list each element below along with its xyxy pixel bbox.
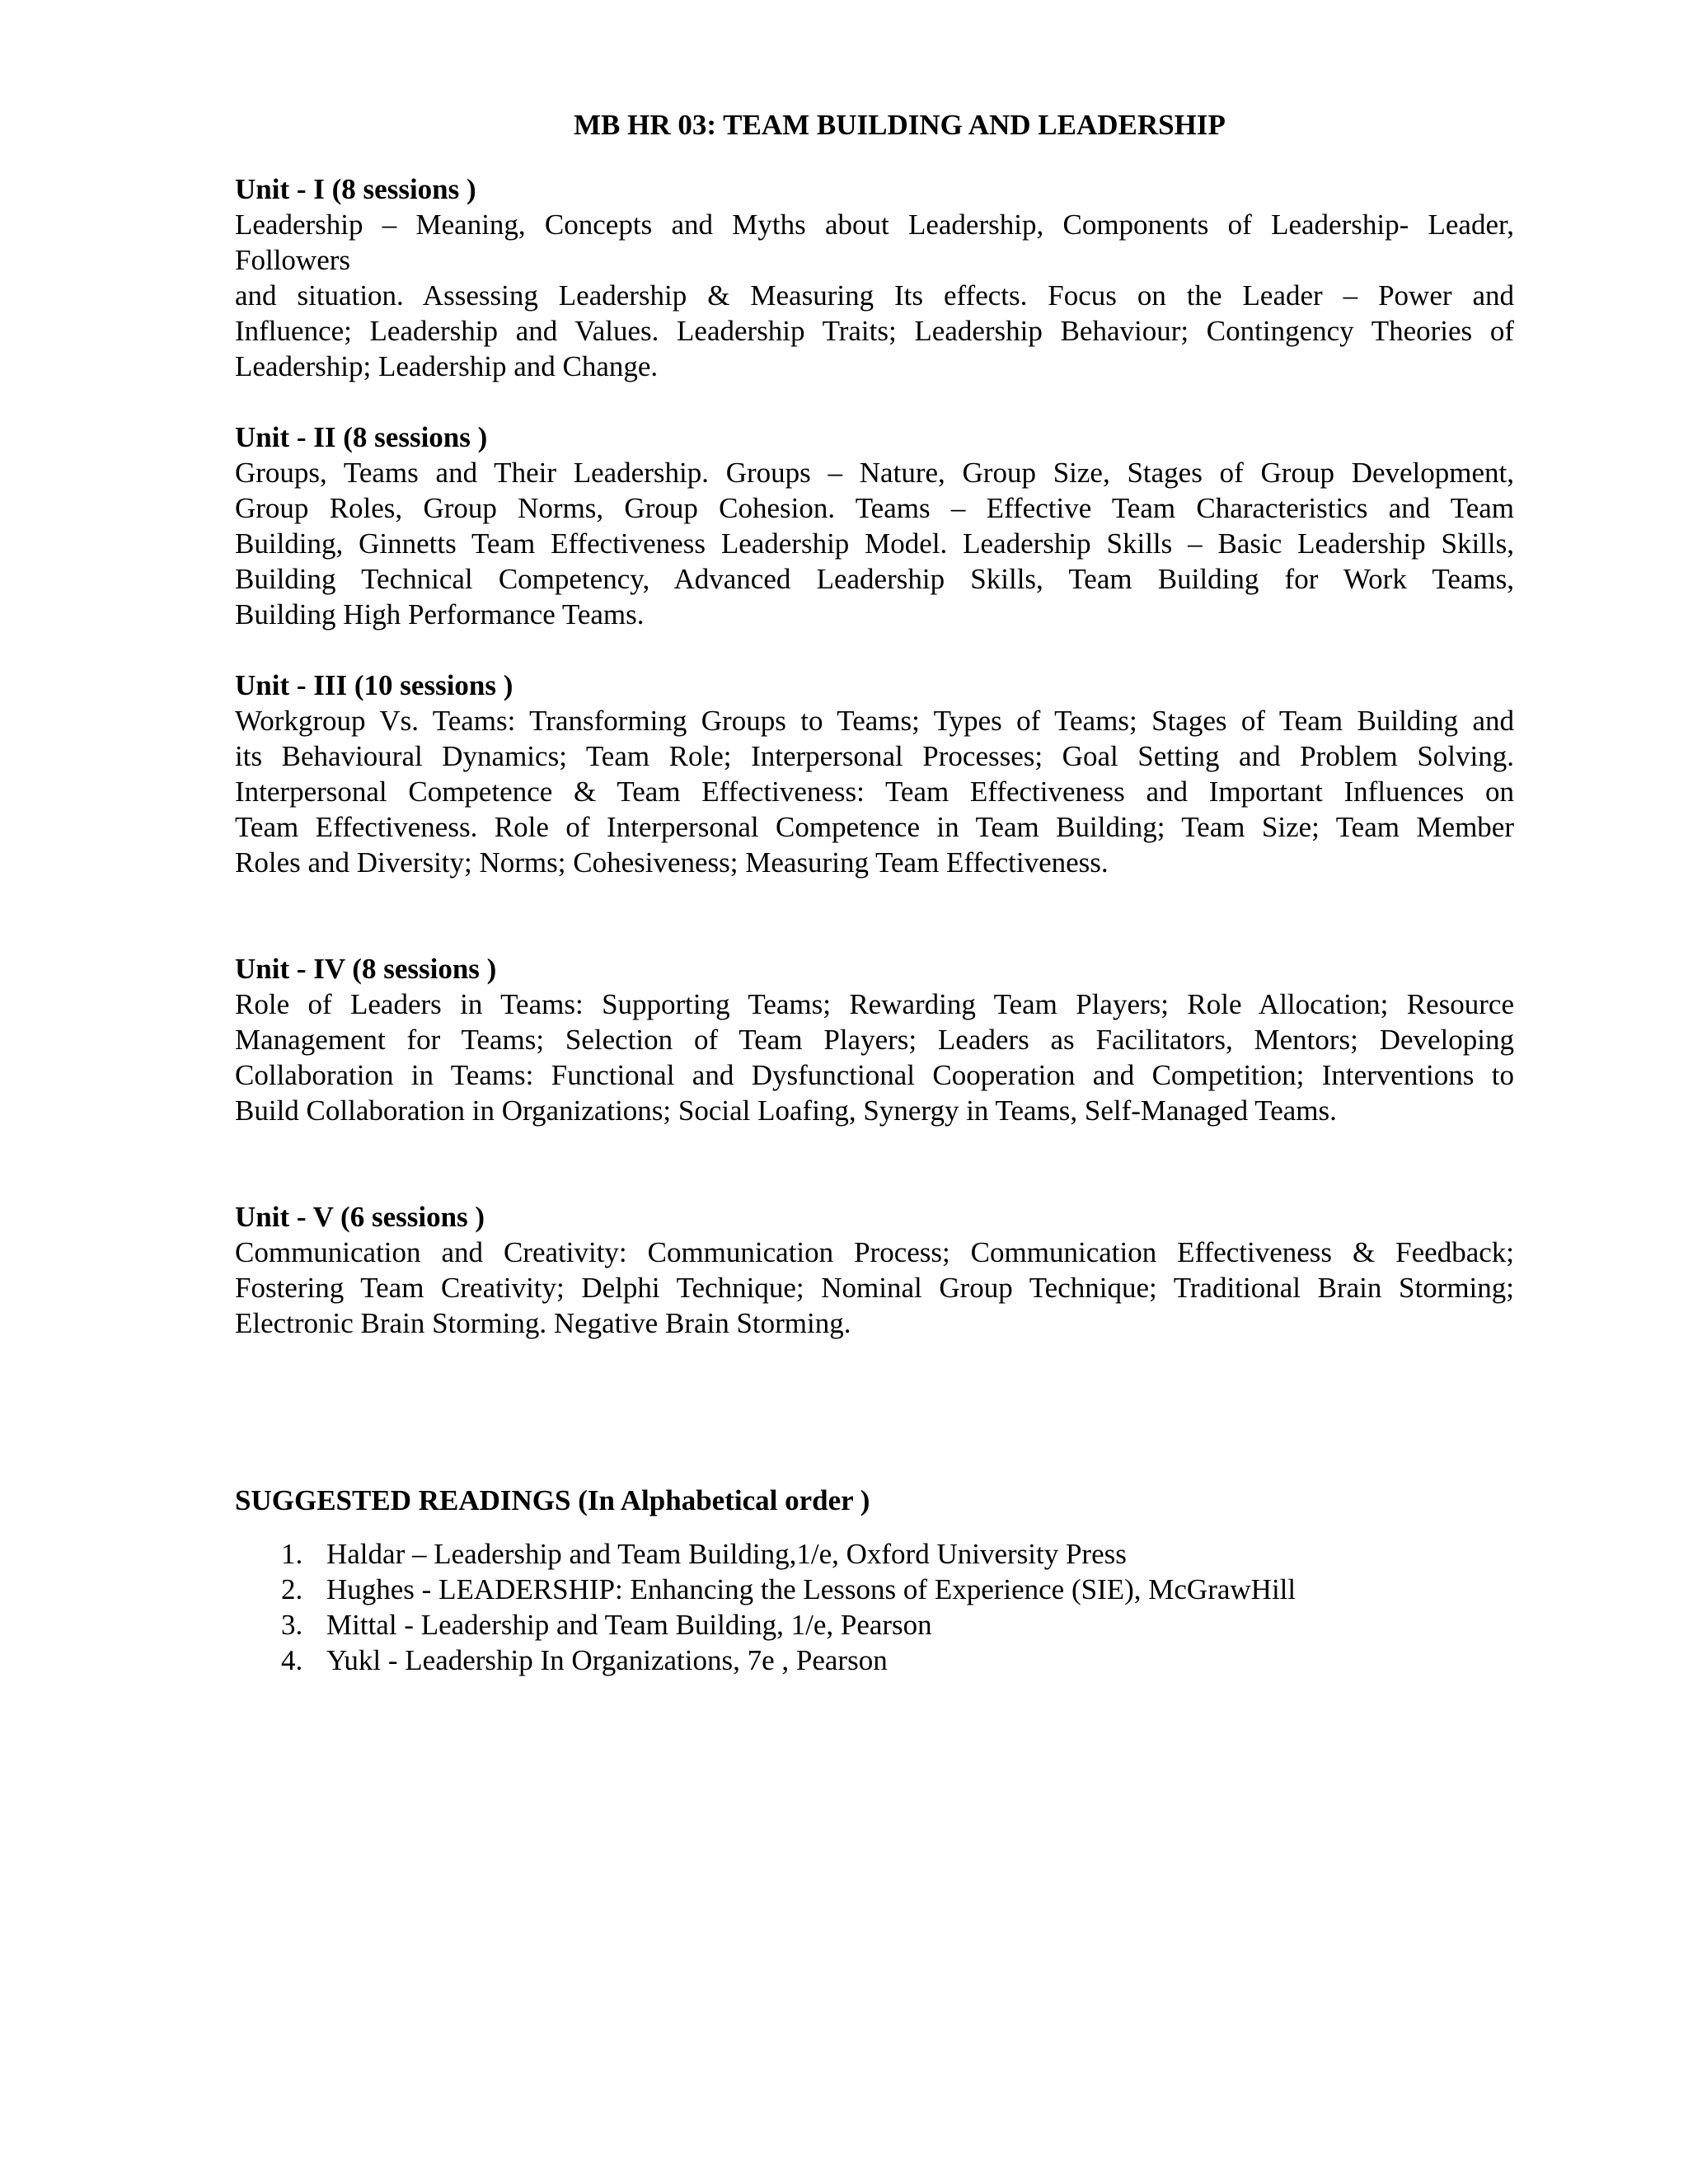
unit-3 [235,668,1514,880]
reading-item [281,1572,1514,1607]
body-line: Groups, Teams and Their Leadership. Groups – Nature, Group Size, Stages of Group Development, [235,457,1514,489]
unit-4 [235,951,1514,1128]
unit-heading: Unit - I (8 sessions ) [235,173,476,205]
unit-heading: Unit - V (6 sessions ) [235,1201,485,1233]
unit-body [235,1235,1514,1341]
body-line: Group Roles, Group Norms, Group Cohesion. Teams – Effective Team Characteristics and Team [235,492,1514,524]
body-line: its Behavioural Dynamics; Team Role; Interpersonal Processes; Goal Setting and Problem Solving. [235,740,1514,772]
body-line: Collaboration in Teams: Functional and Dysfunctional Cooperation and Competition; Interventions to [235,1059,1514,1091]
reading-text: Yukl - Leadership In Organizations, 7e , Pearson [326,1644,888,1676]
readings-heading: SUGGESTED READINGS (In Alphabetical order ) [235,1484,870,1516]
body-line: Building High Performance Teams. [235,598,645,630]
body-line: Followers [235,244,350,276]
reading-text: Hughes - LEADERSHIP: Enhancing the Lessons of Experience (SIE), McGrawHill [326,1573,1296,1605]
unit-2 [235,419,1514,632]
body-line: Fostering Team Creativity; Delphi Technique; Nominal Group Technique; Traditional Brain Storming; [235,1272,1514,1304]
body-line: Management for Teams; Selection of Team Players; Leaders as Facilitators, Mentors; Developing [235,1024,1514,1056]
reading-number: 3. [281,1609,303,1641]
unit-5 [235,1199,1514,1341]
body-line: Roles and Diversity; Norms; Cohesiveness; Measuring Team Effectiveness. [235,846,1109,879]
body-line: Electronic Brain Storming. Negative Brain Storming. [235,1307,851,1339]
body-line: Leadership; Leadership and Change. [235,350,659,382]
reading-number: 1. [281,1538,303,1570]
unit-heading: Unit - IV (8 sessions ) [235,953,497,985]
reading-number: 4. [281,1644,303,1676]
body-line: Team Effectiveness. Role of Interpersonal Competence in Team Building; Team Size; Team Member [235,811,1514,843]
reading-text: Mittal - Leadership and Team Building, 1/e, Pearson [326,1609,932,1641]
unit-body [235,455,1514,632]
reading-text: Haldar – Leadership and Team Building,1/e, Oxford University Press [326,1538,1127,1570]
reading-number: 2. [281,1573,303,1605]
body-line: Interpersonal Competence & Team Effectiveness: Team Effectiveness and Important Influences on [235,776,1514,808]
unit-heading: Unit - III (10 sessions ) [235,669,513,701]
readings-list [235,1536,1514,1678]
reading-item [281,1536,1514,1572]
body-line: Role of Leaders in Teams: Supporting Teams; Rewarding Team Players; Role Allocation; Resource [235,988,1514,1020]
unit-body [235,987,1514,1128]
body-line: Communication and Creativity: Communication Process; Communication Effectiveness & Feedback; [235,1236,1514,1268]
unit-heading: Unit - II (8 sessions ) [235,421,488,453]
unit-body [235,207,1514,384]
body-line: Building, Ginnetts Team Effectiveness Leadership Model. Leadership Skills – Basic Leadership Skills, [235,527,1514,560]
body-line: Building Technical Competency, Advanced Leadership Skills, Team Building for Work Teams, [235,563,1514,595]
suggested-readings [235,1483,1514,1678]
reading-item [281,1607,1514,1643]
body-line: Workgroup Vs. Teams: Transforming Groups to Teams; Types of Teams; Stages of Team Building and [235,705,1514,737]
document-title: MB HR 03: TEAM BUILDING AND LEADERSHIP [574,109,1226,141]
body-line: Influence; Leadership and Values. Leadership Traits; Leadership Behaviour; Contingency Theories of [235,315,1514,347]
body-line: and situation. Assessing Leadership & Measuring Its effects. Focus on the Leader – Power and [235,279,1514,312]
unit-body [235,703,1514,880]
unit-1 [235,171,1514,384]
document-page [235,107,1514,1678]
body-line: Build Collaboration in Organizations; Social Loafing, Synergy in Teams, Self-Managed Teams. [235,1094,1337,1127]
body-line: Leadership – Meaning, Concepts and Myths about Leadership, Components of Leadership- Leader, [235,209,1514,241]
reading-item [281,1643,1514,1678]
